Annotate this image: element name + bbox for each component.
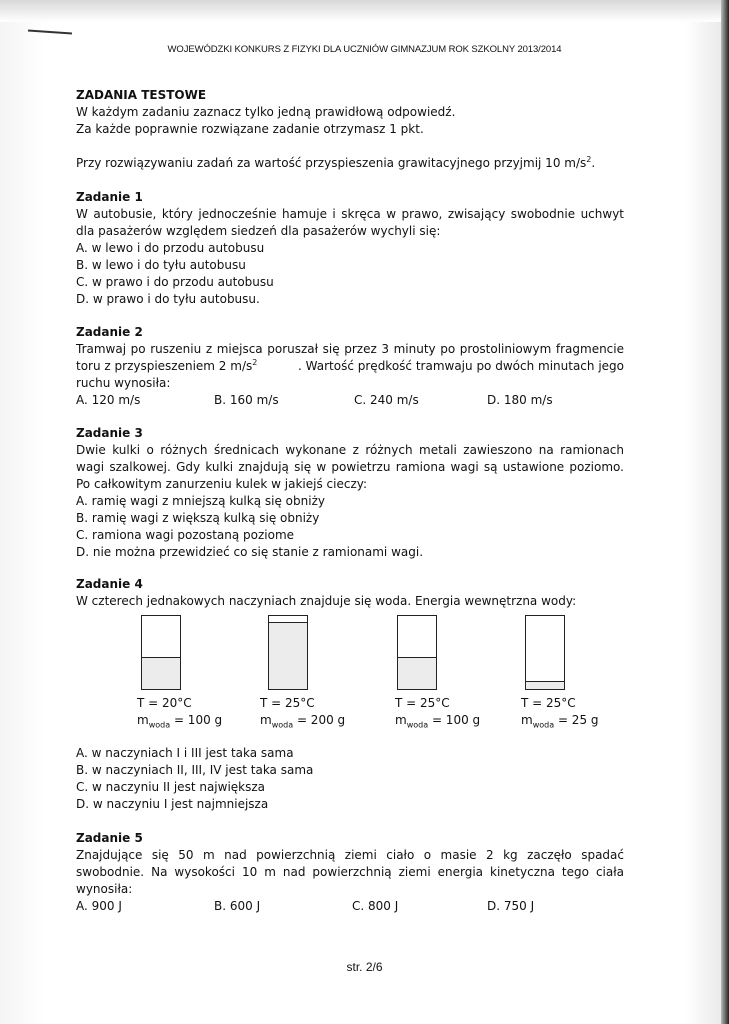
option-b: B. ramię wagi z większą kulką się obniży (76, 511, 320, 525)
task-text: ruchu wynosiła: (76, 376, 171, 390)
option-c: C. w naczyniu II jest największa (76, 780, 266, 794)
task-1 (76, 189, 624, 308)
task-text: Znajdujące się 50 m nad powierzchnią ziemi ciało o masie 2 kg zaczęło spadać (76, 848, 624, 862)
scan-shadow (0, 0, 729, 22)
option-d: D. w prawo i do tyłu autobusu. (76, 292, 260, 306)
options-row (76, 392, 624, 409)
vessel (397, 615, 437, 690)
task-title: Zadanie 5 (76, 831, 143, 845)
water-level (526, 681, 564, 689)
gravity-note: Przy rozwiązywaniu zadań za wartość przyspieszenia grawitacyjnego przyjmij 10 $m/s^2$. (76, 155, 596, 170)
intro (76, 87, 624, 172)
vessel-temperature: T = 20°C (137, 696, 192, 710)
task-title: Zadanie 2 (76, 325, 143, 339)
option-d: D. 180 m/s (487, 393, 553, 407)
option-a: A. w naczyniach I i III jest taka sama (76, 746, 294, 760)
task-3 (76, 425, 624, 561)
vessel-temperature: T = 25°C (521, 696, 576, 710)
task-5 (76, 830, 624, 915)
vessel-mass: $m_{woda} = 100$ g (395, 713, 481, 730)
option-c: C. 800 J (352, 899, 399, 913)
task-title: Zadanie 4 (76, 577, 143, 591)
task-text: Dwie kulki o różnych średnicach wykonane z różnych metali zawieszono na ramionach (76, 443, 624, 457)
task-text: Tramwaj po ruszeniu z miejsca poruszał się przez 3 minuty po prostoliniowym fragmencie (76, 342, 624, 356)
water-level (269, 622, 307, 689)
page-header: WOJEWÓDZKI KONKURS Z FIZYKI DLA UCZNIÓW GIMNAZJUM ROK SZKOLNY 2013/2014 (167, 44, 562, 55)
option-d: D. w naczyniu I jest najmniejsza (76, 797, 269, 811)
scan-edge (721, 0, 729, 1024)
instruction: Za każde poprawnie rozwiązane zadanie otrzymasz 1 pkt. (76, 122, 424, 136)
task-title: Zadanie 3 (76, 426, 143, 440)
option-a: A. w lewo i do przodu autobusu (76, 241, 265, 255)
water-level (142, 657, 180, 689)
option-a: A. 120 m/s (76, 393, 141, 407)
vessel-temperature: T = 25°C (395, 696, 450, 710)
task-text: wynosiła: (76, 882, 133, 896)
task-2 (76, 324, 624, 409)
vessel-mass: $m_{woda} = 25$ g (521, 713, 599, 730)
vessel (268, 615, 308, 690)
task-text: wagi szalkowej. Gdy kulki znajdują się w powietrzu ramiona wagi są ustawione poziomo. (76, 460, 624, 474)
option-a: A. 900 J (76, 899, 122, 913)
task-title: Zadanie 1 (76, 190, 143, 204)
vessel-mass: $m_{woda} = 200$ g (260, 713, 346, 730)
vessel (141, 615, 181, 690)
task-text: swobodnie. Na wysokości 10 m nad powierzchnią ziemi energia kinetyczna tego ciała (76, 865, 624, 879)
water-level (398, 657, 436, 689)
option-c: C. w prawo i do przodu autobusu (76, 275, 274, 289)
option-d: D. 750 J (487, 899, 535, 913)
option-a: A. ramię wagi z mniejszą kulką się obniży (76, 494, 325, 508)
option-b: B. w lewo i do tyłu autobusu (76, 258, 246, 272)
option-c: C. ramiona wagi pozostaną poziome (76, 528, 295, 542)
section-title: ZADANIA TESTOWE (76, 88, 207, 102)
option-b: B. w naczyniach II, III, IV jest taka sama (76, 763, 314, 777)
option-c: C. 240 m/s (354, 393, 419, 407)
option-d: D. nie można przewidzieć co się stanie z ramionami wagi. (76, 545, 424, 559)
task-text: W czterech jednakowych naczyniach znajduje się woda. Energia wewnętrzna wody: (76, 594, 577, 608)
options-row (76, 898, 624, 915)
vessel-temperature: T = 25°C (260, 696, 315, 710)
option-b: B. 160 m/s (214, 393, 279, 407)
task-4-options (76, 745, 624, 813)
instruction: W każdym zadaniu zaznacz tylko jedną prawidłową odpowiedź. (76, 105, 456, 119)
task-text: dla pasażerów względem siedzeń dla pasażerów wychyli się: (76, 224, 441, 238)
vessel (525, 615, 565, 690)
task-text: W autobusie, który jednocześnie hamuje i skręca w prawo, zwisający swobodnie uchwyt (76, 207, 624, 221)
task-text: toru z przyspieszeniem 2 $m/s^2$ . Wartość prędkość tramwaju po dwóch minutach jego (76, 358, 624, 373)
task-4 (76, 576, 624, 610)
scan-mark (28, 29, 72, 34)
option-b: B. 600 J (214, 899, 261, 913)
page-number: str. 2/6 (346, 960, 383, 974)
vessel-mass: $m_{woda} = 100$ g (137, 713, 223, 730)
task-text: Po całkowitym zanurzeniu kulek w jakiejś cieczy: (76, 477, 368, 491)
